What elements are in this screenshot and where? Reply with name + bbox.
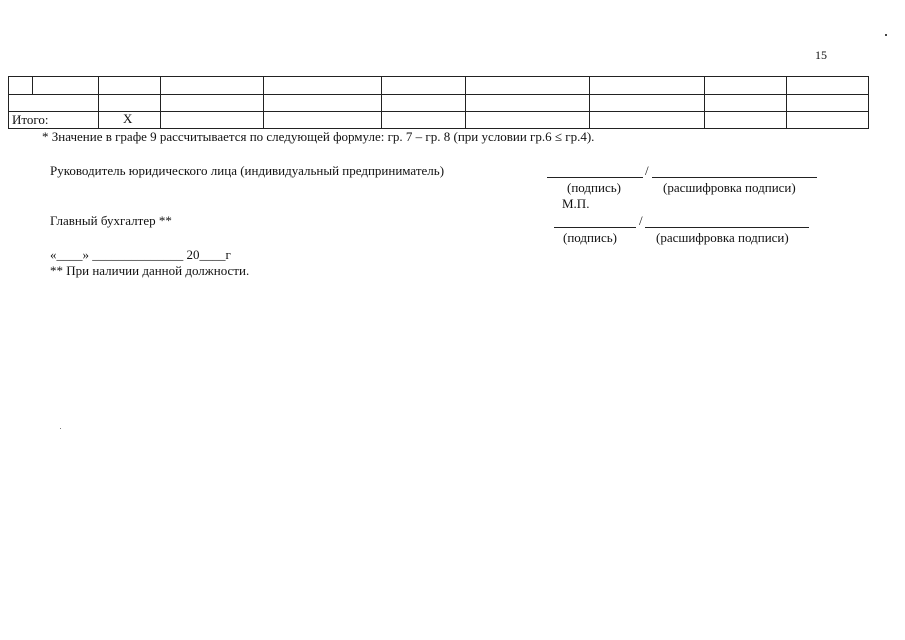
scan-speck: [60, 428, 61, 429]
total-mark: X: [123, 111, 133, 126]
table-column-border: [8, 76, 9, 129]
head-signature-line[interactable]: [547, 177, 643, 178]
chief-accountant-label: Главный бухгалтер **: [50, 213, 172, 228]
table-column-border: [32, 76, 33, 94]
formula-footnote: * Значение в графе 9 рассчитывается по следующей формуле: гр. 7 – гр. 8 (при условии гр.6 ≤ гр.4).: [42, 129, 595, 144]
head-signature-caption: (подпись): [567, 180, 621, 195]
accountant-decoding-line[interactable]: [645, 227, 809, 228]
scan-speck: [885, 34, 887, 36]
signature-separator: /: [639, 213, 643, 228]
date-line[interactable]: «____» ______________ 20____г: [50, 247, 231, 262]
table-column-border: [589, 76, 590, 129]
table-column-border: [381, 76, 382, 129]
accountant-decoding-caption: (расшифровка подписи): [656, 230, 789, 245]
head-decoding-line[interactable]: [652, 177, 817, 178]
signature-separator: /: [645, 163, 649, 178]
head-decoding-caption: (расшифровка подписи): [663, 180, 796, 195]
table-column-border: [868, 76, 869, 129]
page-number: 15: [815, 48, 827, 62]
table-column-border: [465, 76, 466, 129]
table-column-border: [98, 76, 99, 129]
accountant-signature-line[interactable]: [554, 227, 636, 228]
accountant-signature-caption: (подпись): [563, 230, 617, 245]
report-table: [8, 76, 869, 129]
table-border-top: [8, 76, 869, 77]
table-column-border: [786, 76, 787, 129]
table-row-divider: [8, 94, 869, 95]
total-label: Итого:: [12, 112, 49, 127]
table-row-divider: [8, 111, 869, 112]
head-signature-label: Руководитель юридического лица (индивидуальный предприниматель): [50, 163, 445, 178]
stamp-place-label: М.П.: [562, 196, 590, 211]
position-footnote: ** При наличии данной должности.: [50, 263, 250, 278]
table-column-border: [263, 76, 264, 129]
table-column-border: [704, 76, 705, 129]
table-column-border: [160, 76, 161, 129]
